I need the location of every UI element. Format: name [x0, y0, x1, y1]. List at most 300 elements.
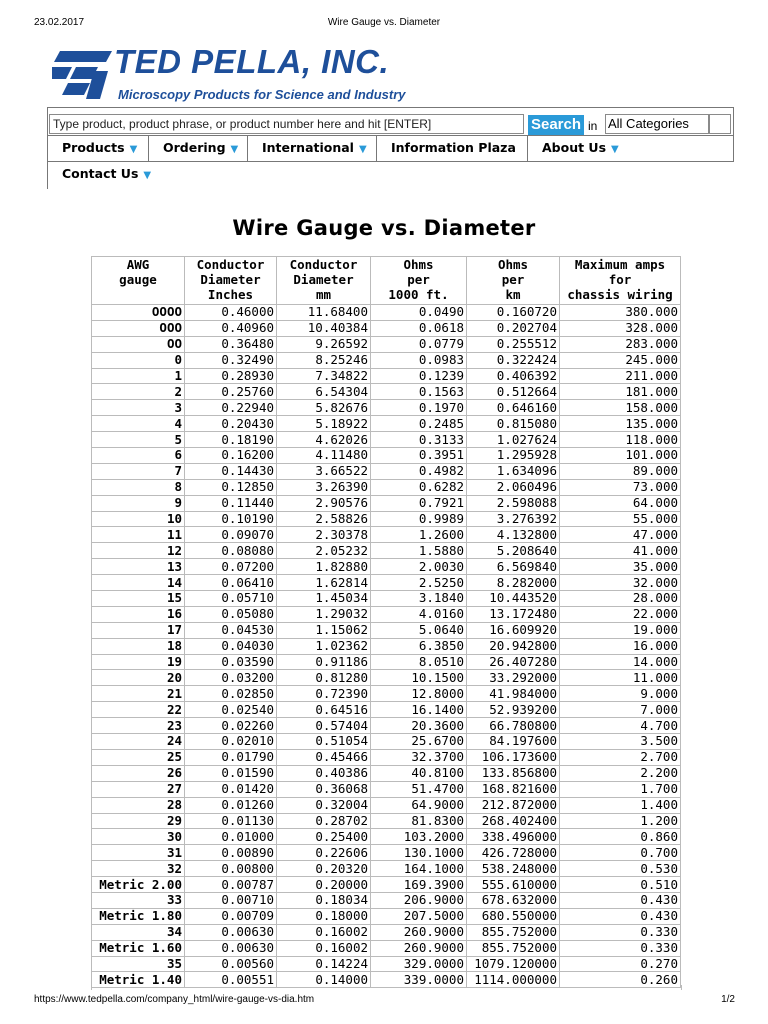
nav-information-plaza-label: Information Plaza [391, 140, 516, 155]
cell-diameter-inches: 0.46000 [185, 305, 277, 321]
table-row [92, 320, 681, 336]
nav-products[interactable] [48, 136, 149, 161]
table-row [92, 352, 681, 368]
cell-ohms-per-1000ft: 32.3700 [371, 749, 467, 765]
cell-max-amps: 28.000 [560, 591, 681, 607]
cell-diameter-mm: 0.72390 [277, 686, 371, 702]
cell-max-amps: 35.000 [560, 559, 681, 575]
cell-diameter-inches: 0.02260 [185, 718, 277, 734]
cell-ohms-per-1000ft: 10.1500 [371, 670, 467, 686]
cell-ohms-per-1000ft: 2.5250 [371, 575, 467, 591]
table-row [92, 368, 681, 384]
cell-diameter-mm: 0.36068 [277, 781, 371, 797]
cell-ohms-per-km: 678.632000 [467, 892, 560, 908]
cell-ohms-per-km: 133.856800 [467, 765, 560, 781]
nav-products-label: Products [62, 140, 125, 155]
cell-diameter-inches: 0.36480 [185, 336, 277, 352]
cell-ohms-per-km: 10.443520 [467, 591, 560, 607]
cell-ohms-per-1000ft: 5.0640 [371, 622, 467, 638]
cell-awg-gauge: Metric 1.40 [92, 972, 185, 988]
cell-ohms-per-km: 168.821600 [467, 781, 560, 797]
cell-ohms-per-1000ft: 0.9989 [371, 511, 467, 527]
page-title: Wire Gauge vs. Diameter [232, 216, 536, 240]
cell-max-amps: 3.500 [560, 734, 681, 750]
cell-awg-gauge: Metric 1.80 [92, 908, 185, 924]
table-row [92, 813, 681, 829]
cell-diameter-mm: 4.11480 [277, 448, 371, 464]
cell-ohms-per-km: 1.634096 [467, 463, 560, 479]
table-row [92, 702, 681, 718]
cell-max-amps: 135.000 [560, 416, 681, 432]
cell-ohms-per-1000ft: 130.1000 [371, 845, 467, 861]
cell-diameter-mm: 1.15062 [277, 622, 371, 638]
cell-diameter-mm: 11.68400 [277, 305, 371, 321]
table-row [92, 479, 681, 495]
cell-ohms-per-1000ft: 81.8300 [371, 813, 467, 829]
cell-ohms-per-km: 338.496000 [467, 829, 560, 845]
cell-awg-gauge: 16 [92, 606, 185, 622]
cell-max-amps: 0.530 [560, 861, 681, 877]
cell-max-amps: 118.000 [560, 432, 681, 448]
cell-max-amps: 32.000 [560, 575, 681, 591]
table-row [92, 670, 681, 686]
cell-awg-gauge: 35 [92, 956, 185, 972]
category-select-arrow[interactable] [709, 114, 731, 134]
cell-ohms-per-1000ft: 0.0983 [371, 352, 467, 368]
cell-ohms-per-km: 8.282000 [467, 575, 560, 591]
cell-awg-gauge: 18 [92, 638, 185, 654]
table-row [92, 781, 681, 797]
cell-diameter-mm: 3.26390 [277, 479, 371, 495]
table-row [92, 400, 681, 416]
cell-max-amps: 0.260 [560, 972, 681, 988]
print-title: Wire Gauge vs. Diameter [327, 17, 441, 28]
cell-awg-gauge: 15 [92, 591, 185, 607]
table-row [92, 686, 681, 702]
table-row [92, 543, 681, 559]
table-row [92, 591, 681, 607]
cell-ohms-per-km: 855.752000 [467, 924, 560, 940]
table-row [92, 892, 681, 908]
cell-diameter-mm: 2.90576 [277, 495, 371, 511]
cell-diameter-mm: 9.26592 [277, 336, 371, 352]
cell-max-amps: 2.200 [560, 765, 681, 781]
cell-awg-gauge: 32 [92, 861, 185, 877]
table-row [92, 606, 681, 622]
cell-diameter-inches: 0.02850 [185, 686, 277, 702]
cell-ohms-per-1000ft: 169.3900 [371, 877, 467, 893]
search-button[interactable]: Search [528, 115, 584, 135]
cell-diameter-mm: 0.14000 [277, 972, 371, 988]
cell-ohms-per-km: 0.815080 [467, 416, 560, 432]
nav-contact-us-label: Contact Us [62, 166, 139, 181]
cell-ohms-per-1000ft: 339.0000 [371, 972, 467, 988]
wire-gauge-table-wrapper [91, 256, 680, 988]
cell-diameter-mm: 0.14224 [277, 956, 371, 972]
cell-max-amps: 1.200 [560, 813, 681, 829]
cell-diameter-inches: 0.11440 [185, 495, 277, 511]
cell-max-amps: 73.000 [560, 479, 681, 495]
cell-max-amps: 181.000 [560, 384, 681, 400]
cell-awg-gauge: Metric 2.00 [92, 877, 185, 893]
header-diameter-mm: Conductor Diameter mm [277, 257, 371, 305]
cell-ohms-per-1000ft: 0.1970 [371, 400, 467, 416]
cell-ohms-per-km: 26.407280 [467, 654, 560, 670]
cell-diameter-mm: 1.02362 [277, 638, 371, 654]
cell-diameter-inches: 0.14430 [185, 463, 277, 479]
cell-diameter-mm: 5.18922 [277, 416, 371, 432]
cell-diameter-inches: 0.03200 [185, 670, 277, 686]
cell-diameter-inches: 0.03590 [185, 654, 277, 670]
cell-ohms-per-km: 66.780800 [467, 718, 560, 734]
cell-diameter-inches: 0.22940 [185, 400, 277, 416]
table-continuation [91, 985, 682, 990]
cell-max-amps: 211.000 [560, 368, 681, 384]
cell-awg-gauge: 22 [92, 702, 185, 718]
cell-awg-gauge: 20 [92, 670, 185, 686]
ted-pella-logo[interactable] [52, 43, 422, 105]
table-row [92, 734, 681, 750]
table-row [92, 416, 681, 432]
table-row [92, 305, 681, 321]
cell-diameter-inches: 0.20430 [185, 416, 277, 432]
cell-awg-gauge: 3 [92, 400, 185, 416]
cell-awg-gauge: 13 [92, 559, 185, 575]
cell-ohms-per-km: 106.173600 [467, 749, 560, 765]
table-row [92, 622, 681, 638]
cell-max-amps: 4.700 [560, 718, 681, 734]
cell-ohms-per-1000ft: 1.2600 [371, 527, 467, 543]
cell-ohms-per-1000ft: 0.0618 [371, 320, 467, 336]
cell-diameter-mm: 10.40384 [277, 320, 371, 336]
cell-max-amps: 0.330 [560, 924, 681, 940]
cell-max-amps: 380.000 [560, 305, 681, 321]
search-bar [47, 107, 734, 136]
cell-diameter-inches: 0.10190 [185, 511, 277, 527]
cell-ohms-per-km: 2.598088 [467, 495, 560, 511]
cell-diameter-inches: 0.00630 [185, 924, 277, 940]
cell-max-amps: 328.000 [560, 320, 681, 336]
cell-ohms-per-km: 20.942800 [467, 638, 560, 654]
cell-diameter-mm: 0.40386 [277, 765, 371, 781]
cell-diameter-mm: 2.58826 [277, 511, 371, 527]
cell-ohms-per-km: 855.752000 [467, 940, 560, 956]
cell-ohms-per-km: 0.406392 [467, 368, 560, 384]
cell-diameter-inches: 0.00787 [185, 877, 277, 893]
header-ohms-per-km: Ohms per km [467, 257, 560, 305]
cell-ohms-per-1000ft: 0.6282 [371, 479, 467, 495]
cell-max-amps: 22.000 [560, 606, 681, 622]
cell-diameter-inches: 0.04530 [185, 622, 277, 638]
cell-ohms-per-1000ft: 103.2000 [371, 829, 467, 845]
cell-awg-gauge: 4 [92, 416, 185, 432]
cell-ohms-per-km: 426.728000 [467, 845, 560, 861]
cell-diameter-mm: 6.54304 [277, 384, 371, 400]
cell-ohms-per-1000ft: 260.9000 [371, 924, 467, 940]
cell-ohms-per-km: 212.872000 [467, 797, 560, 813]
cell-awg-gauge: 2 [92, 384, 185, 400]
cell-ohms-per-1000ft: 0.3951 [371, 448, 467, 464]
cell-awg-gauge: 14 [92, 575, 185, 591]
cell-ohms-per-km: 13.172480 [467, 606, 560, 622]
cell-ohms-per-1000ft: 6.3850 [371, 638, 467, 654]
cell-ohms-per-1000ft: 207.5000 [371, 908, 467, 924]
cell-ohms-per-km: 5.208640 [467, 543, 560, 559]
cell-awg-gauge: 19 [92, 654, 185, 670]
cell-max-amps: 7.000 [560, 702, 681, 718]
cell-diameter-inches: 0.18190 [185, 432, 277, 448]
cell-awg-gauge: 11 [92, 527, 185, 543]
cell-ohms-per-1000ft: 20.3600 [371, 718, 467, 734]
cell-ohms-per-1000ft: 0.3133 [371, 432, 467, 448]
cell-diameter-inches: 0.02540 [185, 702, 277, 718]
cell-max-amps: 55.000 [560, 511, 681, 527]
cell-ohms-per-1000ft: 0.7921 [371, 495, 467, 511]
cell-awg-gauge: 9 [92, 495, 185, 511]
cell-awg-gauge: 24 [92, 734, 185, 750]
triangle-down-icon: ▼ [143, 170, 152, 181]
cell-max-amps: 11.000 [560, 670, 681, 686]
table-row [92, 908, 681, 924]
cell-diameter-inches: 0.00560 [185, 956, 277, 972]
cell-max-amps: 19.000 [560, 622, 681, 638]
cell-diameter-mm: 1.82880 [277, 559, 371, 575]
cell-ohms-per-1000ft: 64.9000 [371, 797, 467, 813]
nav-contact-us[interactable] [48, 162, 158, 187]
table-row [92, 940, 681, 956]
nav-ordering-label: Ordering [163, 140, 226, 155]
cell-ohms-per-1000ft: 4.0160 [371, 606, 467, 622]
cell-ohms-per-km: 16.609920 [467, 622, 560, 638]
cell-awg-gauge: 31 [92, 845, 185, 861]
nav-about-us[interactable] [528, 136, 733, 161]
secondary-nav [47, 162, 152, 189]
cell-ohms-per-1000ft: 2.0030 [371, 559, 467, 575]
cell-max-amps: 0.270 [560, 956, 681, 972]
cell-diameter-inches: 0.06410 [185, 575, 277, 591]
wire-gauge-table [91, 256, 681, 988]
cell-max-amps: 0.700 [560, 845, 681, 861]
cell-ohms-per-1000ft: 3.1840 [371, 591, 467, 607]
cell-ohms-per-km: 84.197600 [467, 734, 560, 750]
cell-ohms-per-km: 538.248000 [467, 861, 560, 877]
cell-diameter-mm: 0.28702 [277, 813, 371, 829]
main-nav [47, 135, 734, 162]
header-ohms-per-1000ft: Ohms per 1000 ft. [371, 257, 467, 305]
cell-max-amps: 0.510 [560, 877, 681, 893]
cell-awg-gauge: 26 [92, 765, 185, 781]
cell-diameter-inches: 0.00890 [185, 845, 277, 861]
triangle-down-icon: ▼ [230, 144, 239, 155]
table-row [92, 765, 681, 781]
table-row [92, 495, 681, 511]
triangle-down-icon: ▼ [611, 144, 619, 155]
nav-international[interactable] [248, 136, 377, 161]
cell-awg-gauge: 10 [92, 511, 185, 527]
cell-max-amps: 47.000 [560, 527, 681, 543]
cell-ohms-per-1000ft: 16.1400 [371, 702, 467, 718]
cell-diameter-mm: 0.32004 [277, 797, 371, 813]
cell-awg-gauge: 34 [92, 924, 185, 940]
table-row [92, 749, 681, 765]
cell-diameter-mm: 1.29032 [277, 606, 371, 622]
cell-ohms-per-1000ft: 12.8000 [371, 686, 467, 702]
cell-ohms-per-km: 6.569840 [467, 559, 560, 575]
cell-awg-gauge: 6 [92, 448, 185, 464]
cell-awg-gauge: 28 [92, 797, 185, 813]
header-awg-gauge: AWG gauge [92, 257, 185, 305]
table-row [92, 511, 681, 527]
cell-ohms-per-km: 555.610000 [467, 877, 560, 893]
cell-ohms-per-km: 1.027624 [467, 432, 560, 448]
cell-diameter-mm: 0.57404 [277, 718, 371, 734]
search-in-label: in [588, 119, 598, 133]
cell-ohms-per-1000ft: 0.4982 [371, 463, 467, 479]
cell-ohms-per-1000ft: 51.4700 [371, 781, 467, 797]
table-row [92, 638, 681, 654]
cell-diameter-mm: 0.20320 [277, 861, 371, 877]
cell-max-amps: 9.000 [560, 686, 681, 702]
cell-diameter-mm: 2.05232 [277, 543, 371, 559]
table-body [92, 305, 681, 988]
cell-diameter-inches: 0.01000 [185, 829, 277, 845]
cell-ohms-per-km: 4.132800 [467, 527, 560, 543]
nav-ordering[interactable] [149, 136, 248, 161]
cell-diameter-mm: 1.62814 [277, 575, 371, 591]
cell-ohms-per-km: 1114.000000 [467, 972, 560, 988]
cell-diameter-inches: 0.01260 [185, 797, 277, 813]
cell-awg-gauge: 29 [92, 813, 185, 829]
cell-ohms-per-1000ft: 0.1239 [371, 368, 467, 384]
cell-awg-gauge: 25 [92, 749, 185, 765]
triangle-down-icon: ▼ [358, 144, 367, 155]
category-select[interactable]: All Categories [605, 114, 709, 134]
cell-diameter-mm: 0.16002 [277, 940, 371, 956]
print-page-number: 1/2 [721, 994, 735, 1005]
cell-ohms-per-km: 41.984000 [467, 686, 560, 702]
cell-max-amps: 0.860 [560, 829, 681, 845]
cell-diameter-mm: 0.25400 [277, 829, 371, 845]
cell-max-amps: 0.430 [560, 908, 681, 924]
table-row [92, 463, 681, 479]
print-date: 23.02.2017 [34, 17, 85, 28]
table-row [92, 845, 681, 861]
table-row [92, 559, 681, 575]
cell-ohms-per-km: 0.255512 [467, 336, 560, 352]
table-header-row [92, 257, 681, 305]
cell-awg-gauge: 5 [92, 432, 185, 448]
cell-ohms-per-1000ft: 260.9000 [371, 940, 467, 956]
cell-diameter-inches: 0.00551 [185, 972, 277, 988]
table-row [92, 956, 681, 972]
cell-diameter-inches: 0.16200 [185, 448, 277, 464]
cell-ohms-per-1000ft: 329.0000 [371, 956, 467, 972]
cell-diameter-mm: 0.51054 [277, 734, 371, 750]
cell-diameter-inches: 0.32490 [185, 352, 277, 368]
cell-awg-gauge: 7 [92, 463, 185, 479]
cell-ohms-per-1000ft: 8.0510 [371, 654, 467, 670]
cell-max-amps: 16.000 [560, 638, 681, 654]
cell-diameter-inches: 0.01130 [185, 813, 277, 829]
table-row [92, 718, 681, 734]
table-row [92, 448, 681, 464]
cell-diameter-mm: 0.22606 [277, 845, 371, 861]
cell-awg-gauge: 12 [92, 543, 185, 559]
ted-pella-logo-mark-icon [52, 49, 112, 101]
cell-ohms-per-km: 0.512664 [467, 384, 560, 400]
cell-ohms-per-km: 33.292000 [467, 670, 560, 686]
cell-diameter-inches: 0.28930 [185, 368, 277, 384]
cell-diameter-mm: 5.82676 [277, 400, 371, 416]
cell-ohms-per-1000ft: 1.5880 [371, 543, 467, 559]
cell-ohms-per-km: 0.202704 [467, 320, 560, 336]
cell-diameter-mm: 3.66522 [277, 463, 371, 479]
cell-awg-gauge: 17 [92, 622, 185, 638]
cell-ohms-per-km: 1.295928 [467, 448, 560, 464]
cell-max-amps: 283.000 [560, 336, 681, 352]
cell-ohms-per-km: 52.939200 [467, 702, 560, 718]
cell-diameter-inches: 0.02010 [185, 734, 277, 750]
cell-diameter-mm: 2.30378 [277, 527, 371, 543]
cell-diameter-inches: 0.05080 [185, 606, 277, 622]
cell-awg-gauge: OOO [92, 320, 185, 336]
table-row [92, 527, 681, 543]
cell-ohms-per-km: 3.276392 [467, 511, 560, 527]
cell-diameter-inches: 0.08080 [185, 543, 277, 559]
cell-awg-gauge: 21 [92, 686, 185, 702]
cell-diameter-inches: 0.01420 [185, 781, 277, 797]
cell-diameter-mm: 0.20000 [277, 877, 371, 893]
table-row [92, 861, 681, 877]
search-input[interactable] [49, 114, 524, 134]
logo-tagline: Microscopy Products for Science and Industry [118, 87, 406, 102]
nav-about-us-label: About Us [542, 140, 607, 155]
cell-awg-gauge: 23 [92, 718, 185, 734]
cell-max-amps: 1.700 [560, 781, 681, 797]
table-row [92, 877, 681, 893]
nav-international-label: International [262, 140, 354, 155]
table-row [92, 797, 681, 813]
cell-diameter-mm: 0.64516 [277, 702, 371, 718]
cell-diameter-inches: 0.40960 [185, 320, 277, 336]
print-url: https://www.tedpella.com/company_html/wire-gauge-vs-dia.htm [34, 994, 315, 1005]
cell-max-amps: 89.000 [560, 463, 681, 479]
cell-ohms-per-km: 268.402400 [467, 813, 560, 829]
cell-max-amps: 2.700 [560, 749, 681, 765]
cell-diameter-mm: 0.81280 [277, 670, 371, 686]
cell-diameter-mm: 0.16002 [277, 924, 371, 940]
cell-diameter-inches: 0.01790 [185, 749, 277, 765]
cell-awg-gauge: OO [92, 336, 185, 352]
nav-information-plaza[interactable] [377, 136, 528, 161]
cell-ohms-per-1000ft: 206.9000 [371, 892, 467, 908]
cell-diameter-mm: 0.91186 [277, 654, 371, 670]
cell-ohms-per-1000ft: 0.2485 [371, 416, 467, 432]
cell-ohms-per-1000ft: 40.8100 [371, 765, 467, 781]
cell-max-amps: 101.000 [560, 448, 681, 464]
cell-max-amps: 158.000 [560, 400, 681, 416]
cell-ohms-per-km: 680.550000 [467, 908, 560, 924]
cell-ohms-per-km: 0.160720 [467, 305, 560, 321]
cell-diameter-inches: 0.07200 [185, 559, 277, 575]
cell-max-amps: 0.430 [560, 892, 681, 908]
cell-diameter-inches: 0.00710 [185, 892, 277, 908]
cell-awg-gauge: 33 [92, 892, 185, 908]
cell-diameter-inches: 0.00800 [185, 861, 277, 877]
cell-awg-gauge: OOOO [92, 305, 185, 321]
cell-diameter-inches: 0.01590 [185, 765, 277, 781]
cell-ohms-per-1000ft: 0.0779 [371, 336, 467, 352]
